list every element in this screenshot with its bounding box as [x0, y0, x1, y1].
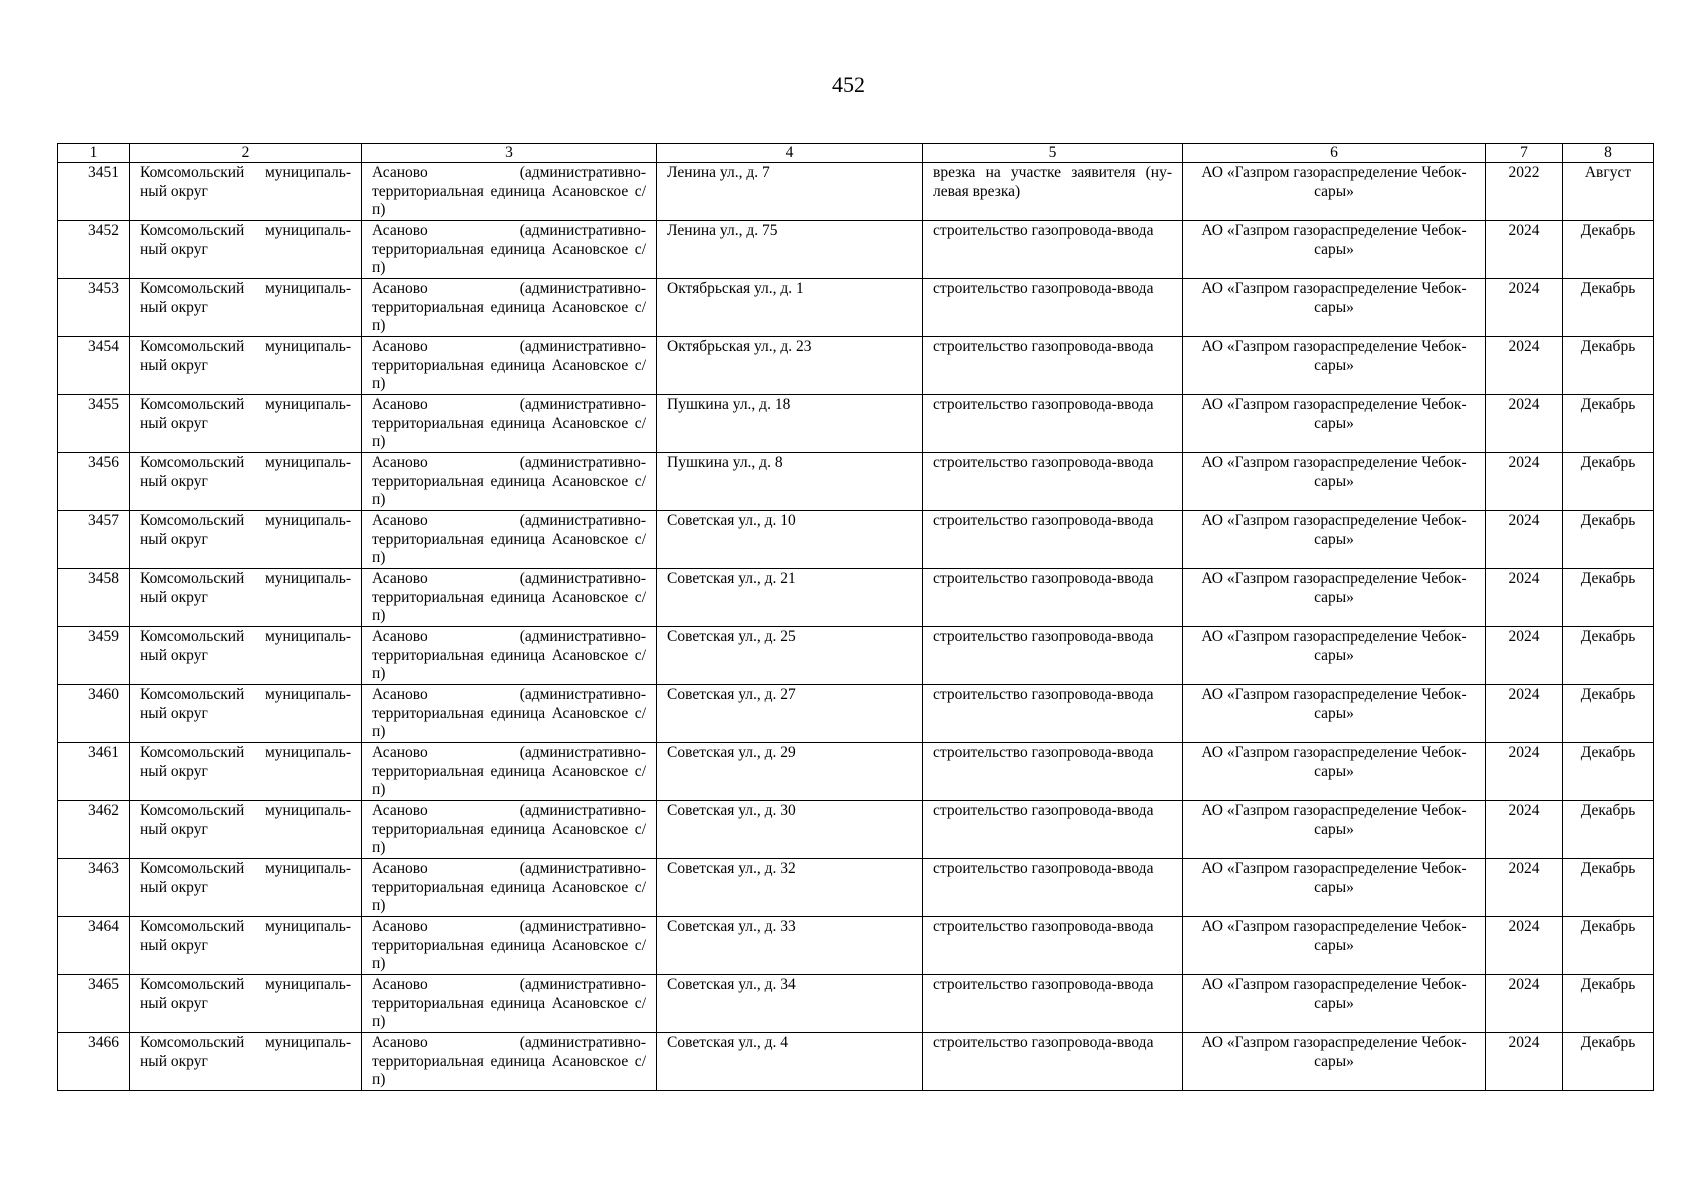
work-type-cell: врезка на участке заявителя (ну-левая врезка)	[923, 163, 1183, 221]
year-cell: 2024	[1486, 569, 1563, 627]
locality-line-2: территориальная единица Асановское с/п)	[372, 646, 646, 683]
organization-cell: АО «Газпром газораспределение Чебок-сары»	[1183, 859, 1486, 917]
locality-line-1: Асаново (административно-	[372, 976, 646, 993]
organization-cell: АО «Газпром газораспределение Чебок-сары»	[1183, 743, 1486, 801]
year-cell: 2024	[1486, 917, 1563, 975]
work-type-cell: строительство газопровода-ввода	[923, 801, 1183, 859]
locality-line-2: территориальная единица Асановское с/п)	[372, 878, 646, 915]
district-cell: Комсомольский муниципаль-ный округ	[130, 627, 362, 685]
locality-cell	[362, 801, 657, 859]
locality-line-2: территориальная единица Асановское с/п)	[372, 762, 646, 799]
column-header-2: 2	[130, 144, 362, 163]
locality-line-1: Асаново (административно-	[372, 802, 646, 819]
address-cell: Октябрьская ул., д. 23	[657, 337, 923, 395]
table-row	[58, 337, 1654, 395]
address-cell: Советская ул., д. 29	[657, 743, 923, 801]
district-cell: Комсомольский муниципаль-ный округ	[130, 569, 362, 627]
table-row	[58, 279, 1654, 337]
locality-cell	[362, 975, 657, 1033]
organization-cell: АО «Газпром газораспределение Чебок-сары»	[1183, 337, 1486, 395]
work-type-cell: строительство газопровода-ввода	[923, 859, 1183, 917]
district-cell: Комсомольский муниципаль-ный округ	[130, 511, 362, 569]
work-type-cell: строительство газопровода-ввода	[923, 279, 1183, 337]
district-cell: Комсомольский муниципаль-ный округ	[130, 1033, 362, 1091]
table-row	[58, 859, 1654, 917]
organization-cell: АО «Газпром газораспределение Чебок-сары»	[1183, 511, 1486, 569]
table-row	[58, 569, 1654, 627]
row-number-cell: 3452	[58, 221, 130, 279]
locality-cell	[362, 627, 657, 685]
year-cell: 2024	[1486, 337, 1563, 395]
table-row	[58, 453, 1654, 511]
row-number-cell: 3457	[58, 511, 130, 569]
row-number-cell: 3454	[58, 337, 130, 395]
locality-cell	[362, 859, 657, 917]
locality-cell	[362, 511, 657, 569]
row-number-cell: 3456	[58, 453, 130, 511]
organization-cell: АО «Газпром газораспределение Чебок-сары»	[1183, 627, 1486, 685]
locality-line-2: территориальная единица Асановское с/п)	[372, 414, 646, 451]
month-cell: Декабрь	[1563, 917, 1654, 975]
row-number-cell: 3458	[58, 569, 130, 627]
locality-line-2: территориальная единица Асановское с/п)	[372, 936, 646, 973]
month-cell: Декабрь	[1563, 569, 1654, 627]
row-number-cell: 3464	[58, 917, 130, 975]
row-number-cell: 3465	[58, 975, 130, 1033]
year-cell: 2024	[1486, 743, 1563, 801]
month-cell: Декабрь	[1563, 975, 1654, 1033]
column-header-5: 5	[923, 144, 1183, 163]
address-cell: Пушкина ул., д. 18	[657, 395, 923, 453]
address-cell: Октябрьская ул., д. 1	[657, 279, 923, 337]
year-cell: 2022	[1486, 163, 1563, 221]
organization-cell: АО «Газпром газораспределение Чебок-сары»	[1183, 917, 1486, 975]
locality-line-2: территориальная единица Асановское с/п)	[372, 298, 646, 335]
column-header-7: 7	[1486, 144, 1563, 163]
address-cell: Пушкина ул., д. 8	[657, 453, 923, 511]
work-type-cell: строительство газопровода-ввода	[923, 569, 1183, 627]
work-type-cell: строительство газопровода-ввода	[923, 917, 1183, 975]
address-cell: Советская ул., д. 27	[657, 685, 923, 743]
locality-cell	[362, 279, 657, 337]
organization-cell: АО «Газпром газораспределение Чебок-сары»	[1183, 395, 1486, 453]
locality-line-1: Асаново (административно-	[372, 396, 646, 413]
district-cell: Комсомольский муниципаль-ный округ	[130, 685, 362, 743]
address-cell: Ленина ул., д. 7	[657, 163, 923, 221]
column-header-6: 6	[1183, 144, 1486, 163]
locality-line-2: территориальная единица Асановское с/п)	[372, 182, 646, 219]
locality-line-1: Асаново (административно-	[372, 454, 646, 471]
work-type-cell: строительство газопровода-ввода	[923, 1033, 1183, 1091]
locality-line-1: Асаново (административно-	[372, 918, 646, 935]
year-cell: 2024	[1486, 859, 1563, 917]
table-row	[58, 627, 1654, 685]
locality-line-1: Асаново (административно-	[372, 222, 646, 239]
organization-cell: АО «Газпром газораспределение Чебок-сары»	[1183, 685, 1486, 743]
work-type-cell: строительство газопровода-ввода	[923, 395, 1183, 453]
locality-line-2: территориальная единица Асановское с/п)	[372, 704, 646, 741]
locality-line-1: Асаново (административно-	[372, 338, 646, 355]
locality-line-1: Асаново (административно-	[372, 1034, 646, 1051]
locality-cell	[362, 917, 657, 975]
district-cell: Комсомольский муниципаль-ный округ	[130, 395, 362, 453]
locality-cell	[362, 569, 657, 627]
address-cell: Советская ул., д. 33	[657, 917, 923, 975]
month-cell: Декабрь	[1563, 801, 1654, 859]
organization-cell: АО «Газпром газораспределение Чебок-сары»	[1183, 221, 1486, 279]
year-cell: 2024	[1486, 221, 1563, 279]
organization-cell: АО «Газпром газораспределение Чебок-сары»	[1183, 569, 1486, 627]
month-cell: Декабрь	[1563, 743, 1654, 801]
address-cell: Советская ул., д. 25	[657, 627, 923, 685]
locality-cell	[362, 1033, 657, 1091]
table-body	[58, 163, 1654, 1091]
organization-cell: АО «Газпром газораспределение Чебок-сары»	[1183, 801, 1486, 859]
year-cell: 2024	[1486, 395, 1563, 453]
address-cell: Советская ул., д. 4	[657, 1033, 923, 1091]
table-row	[58, 975, 1654, 1033]
work-type-cell: строительство газопровода-ввода	[923, 453, 1183, 511]
page-number: 452	[832, 72, 865, 97]
address-cell: Советская ул., д. 21	[657, 569, 923, 627]
month-cell: Декабрь	[1563, 685, 1654, 743]
month-cell: Декабрь	[1563, 395, 1654, 453]
organization-cell: АО «Газпром газораспределение Чебок-сары»	[1183, 1033, 1486, 1091]
row-number-cell: 3462	[58, 801, 130, 859]
district-cell: Комсомольский муниципаль-ный округ	[130, 917, 362, 975]
work-type-cell: строительство газопровода-ввода	[923, 685, 1183, 743]
month-cell: Декабрь	[1563, 453, 1654, 511]
table-row	[58, 1033, 1654, 1091]
work-type-cell: строительство газопровода-ввода	[923, 975, 1183, 1033]
address-cell: Советская ул., д. 10	[657, 511, 923, 569]
work-type-cell: строительство газопровода-ввода	[923, 627, 1183, 685]
locality-line-1: Асаново (административно-	[372, 280, 646, 297]
organization-cell: АО «Газпром газораспределение Чебок-сары»	[1183, 163, 1486, 221]
locality-line-1: Асаново (административно-	[372, 164, 646, 181]
row-number-cell: 3463	[58, 859, 130, 917]
organization-cell: АО «Газпром газораспределение Чебок-сары»	[1183, 975, 1486, 1033]
table-row	[58, 917, 1654, 975]
district-cell: Комсомольский муниципаль-ный округ	[130, 337, 362, 395]
row-number-cell: 3460	[58, 685, 130, 743]
month-cell: Декабрь	[1563, 221, 1654, 279]
locality-line-2: территориальная единица Асановское с/п)	[372, 820, 646, 857]
locality-cell	[362, 337, 657, 395]
locality-line-1: Асаново (административно-	[372, 628, 646, 645]
month-cell: Декабрь	[1563, 511, 1654, 569]
month-cell: Август	[1563, 163, 1654, 221]
month-cell: Декабрь	[1563, 1033, 1654, 1091]
district-cell: Комсомольский муниципаль-ный округ	[130, 801, 362, 859]
year-cell: 2024	[1486, 801, 1563, 859]
district-cell: Комсомольский муниципаль-ный округ	[130, 859, 362, 917]
month-cell: Декабрь	[1563, 279, 1654, 337]
address-cell: Советская ул., д. 32	[657, 859, 923, 917]
locality-cell	[362, 395, 657, 453]
locality-line-2: территориальная единица Асановское с/п)	[372, 240, 646, 277]
month-cell: Декабрь	[1563, 627, 1654, 685]
address-cell: Ленина ул., д. 75	[657, 221, 923, 279]
district-cell: Комсомольский муниципаль-ный округ	[130, 975, 362, 1033]
table-row	[58, 801, 1654, 859]
organization-cell: АО «Газпром газораспределение Чебок-сары»	[1183, 279, 1486, 337]
table-row	[58, 511, 1654, 569]
year-cell: 2024	[1486, 511, 1563, 569]
locality-cell	[362, 163, 657, 221]
column-header-8: 8	[1563, 144, 1654, 163]
column-header-3: 3	[362, 144, 657, 163]
year-cell: 2024	[1486, 279, 1563, 337]
table-row	[58, 163, 1654, 221]
address-cell: Советская ул., д. 30	[657, 801, 923, 859]
row-number-cell: 3453	[58, 279, 130, 337]
table-row	[58, 743, 1654, 801]
district-cell: Комсомольский муниципаль-ный округ	[130, 453, 362, 511]
locality-line-1: Асаново (административно-	[372, 686, 646, 703]
year-cell: 2024	[1486, 453, 1563, 511]
work-type-cell: строительство газопровода-ввода	[923, 743, 1183, 801]
organization-cell: АО «Газпром газораспределение Чебок-сары»	[1183, 453, 1486, 511]
table-row	[58, 221, 1654, 279]
district-cell: Комсомольский муниципаль-ный округ	[130, 163, 362, 221]
month-cell: Декабрь	[1563, 337, 1654, 395]
locality-line-2: территориальная единица Асановское с/п)	[372, 530, 646, 567]
locality-line-2: территориальная единица Асановское с/п)	[372, 588, 646, 625]
row-number-cell: 3466	[58, 1033, 130, 1091]
district-cell: Комсомольский муниципаль-ный округ	[130, 221, 362, 279]
row-number-cell: 3459	[58, 627, 130, 685]
work-type-cell: строительство газопровода-ввода	[923, 221, 1183, 279]
locality-cell	[362, 221, 657, 279]
table-row	[58, 395, 1654, 453]
year-cell: 2024	[1486, 685, 1563, 743]
registry-table	[57, 143, 1654, 1091]
district-cell: Комсомольский муниципаль-ный округ	[130, 743, 362, 801]
work-type-cell: строительство газопровода-ввода	[923, 337, 1183, 395]
address-cell: Советская ул., д. 34	[657, 975, 923, 1033]
column-header-4: 4	[657, 144, 923, 163]
locality-line-1: Асаново (административно-	[372, 860, 646, 877]
locality-line-1: Асаново (административно-	[372, 744, 646, 761]
year-cell: 2024	[1486, 1033, 1563, 1091]
work-type-cell: строительство газопровода-ввода	[923, 511, 1183, 569]
header-row	[58, 144, 1654, 163]
locality-line-1: Асаново (административно-	[372, 512, 646, 529]
locality-line-1: Асаново (административно-	[372, 570, 646, 587]
row-number-cell: 3461	[58, 743, 130, 801]
year-cell: 2024	[1486, 975, 1563, 1033]
locality-cell	[362, 453, 657, 511]
locality-cell	[362, 685, 657, 743]
locality-line-2: территориальная единица Асановское с/п)	[372, 1052, 646, 1089]
locality-line-2: территориальная единица Асановское с/п)	[372, 356, 646, 393]
locality-cell	[362, 743, 657, 801]
row-number-cell: 3455	[58, 395, 130, 453]
table-row	[58, 685, 1654, 743]
locality-line-2: территориальная единица Асановское с/п)	[372, 994, 646, 1031]
district-cell: Комсомольский муниципаль-ный округ	[130, 279, 362, 337]
year-cell: 2024	[1486, 627, 1563, 685]
month-cell: Декабрь	[1563, 859, 1654, 917]
row-number-cell: 3451	[58, 163, 130, 221]
locality-line-2: территориальная единица Асановское с/п)	[372, 472, 646, 509]
column-header-1: 1	[58, 144, 130, 163]
